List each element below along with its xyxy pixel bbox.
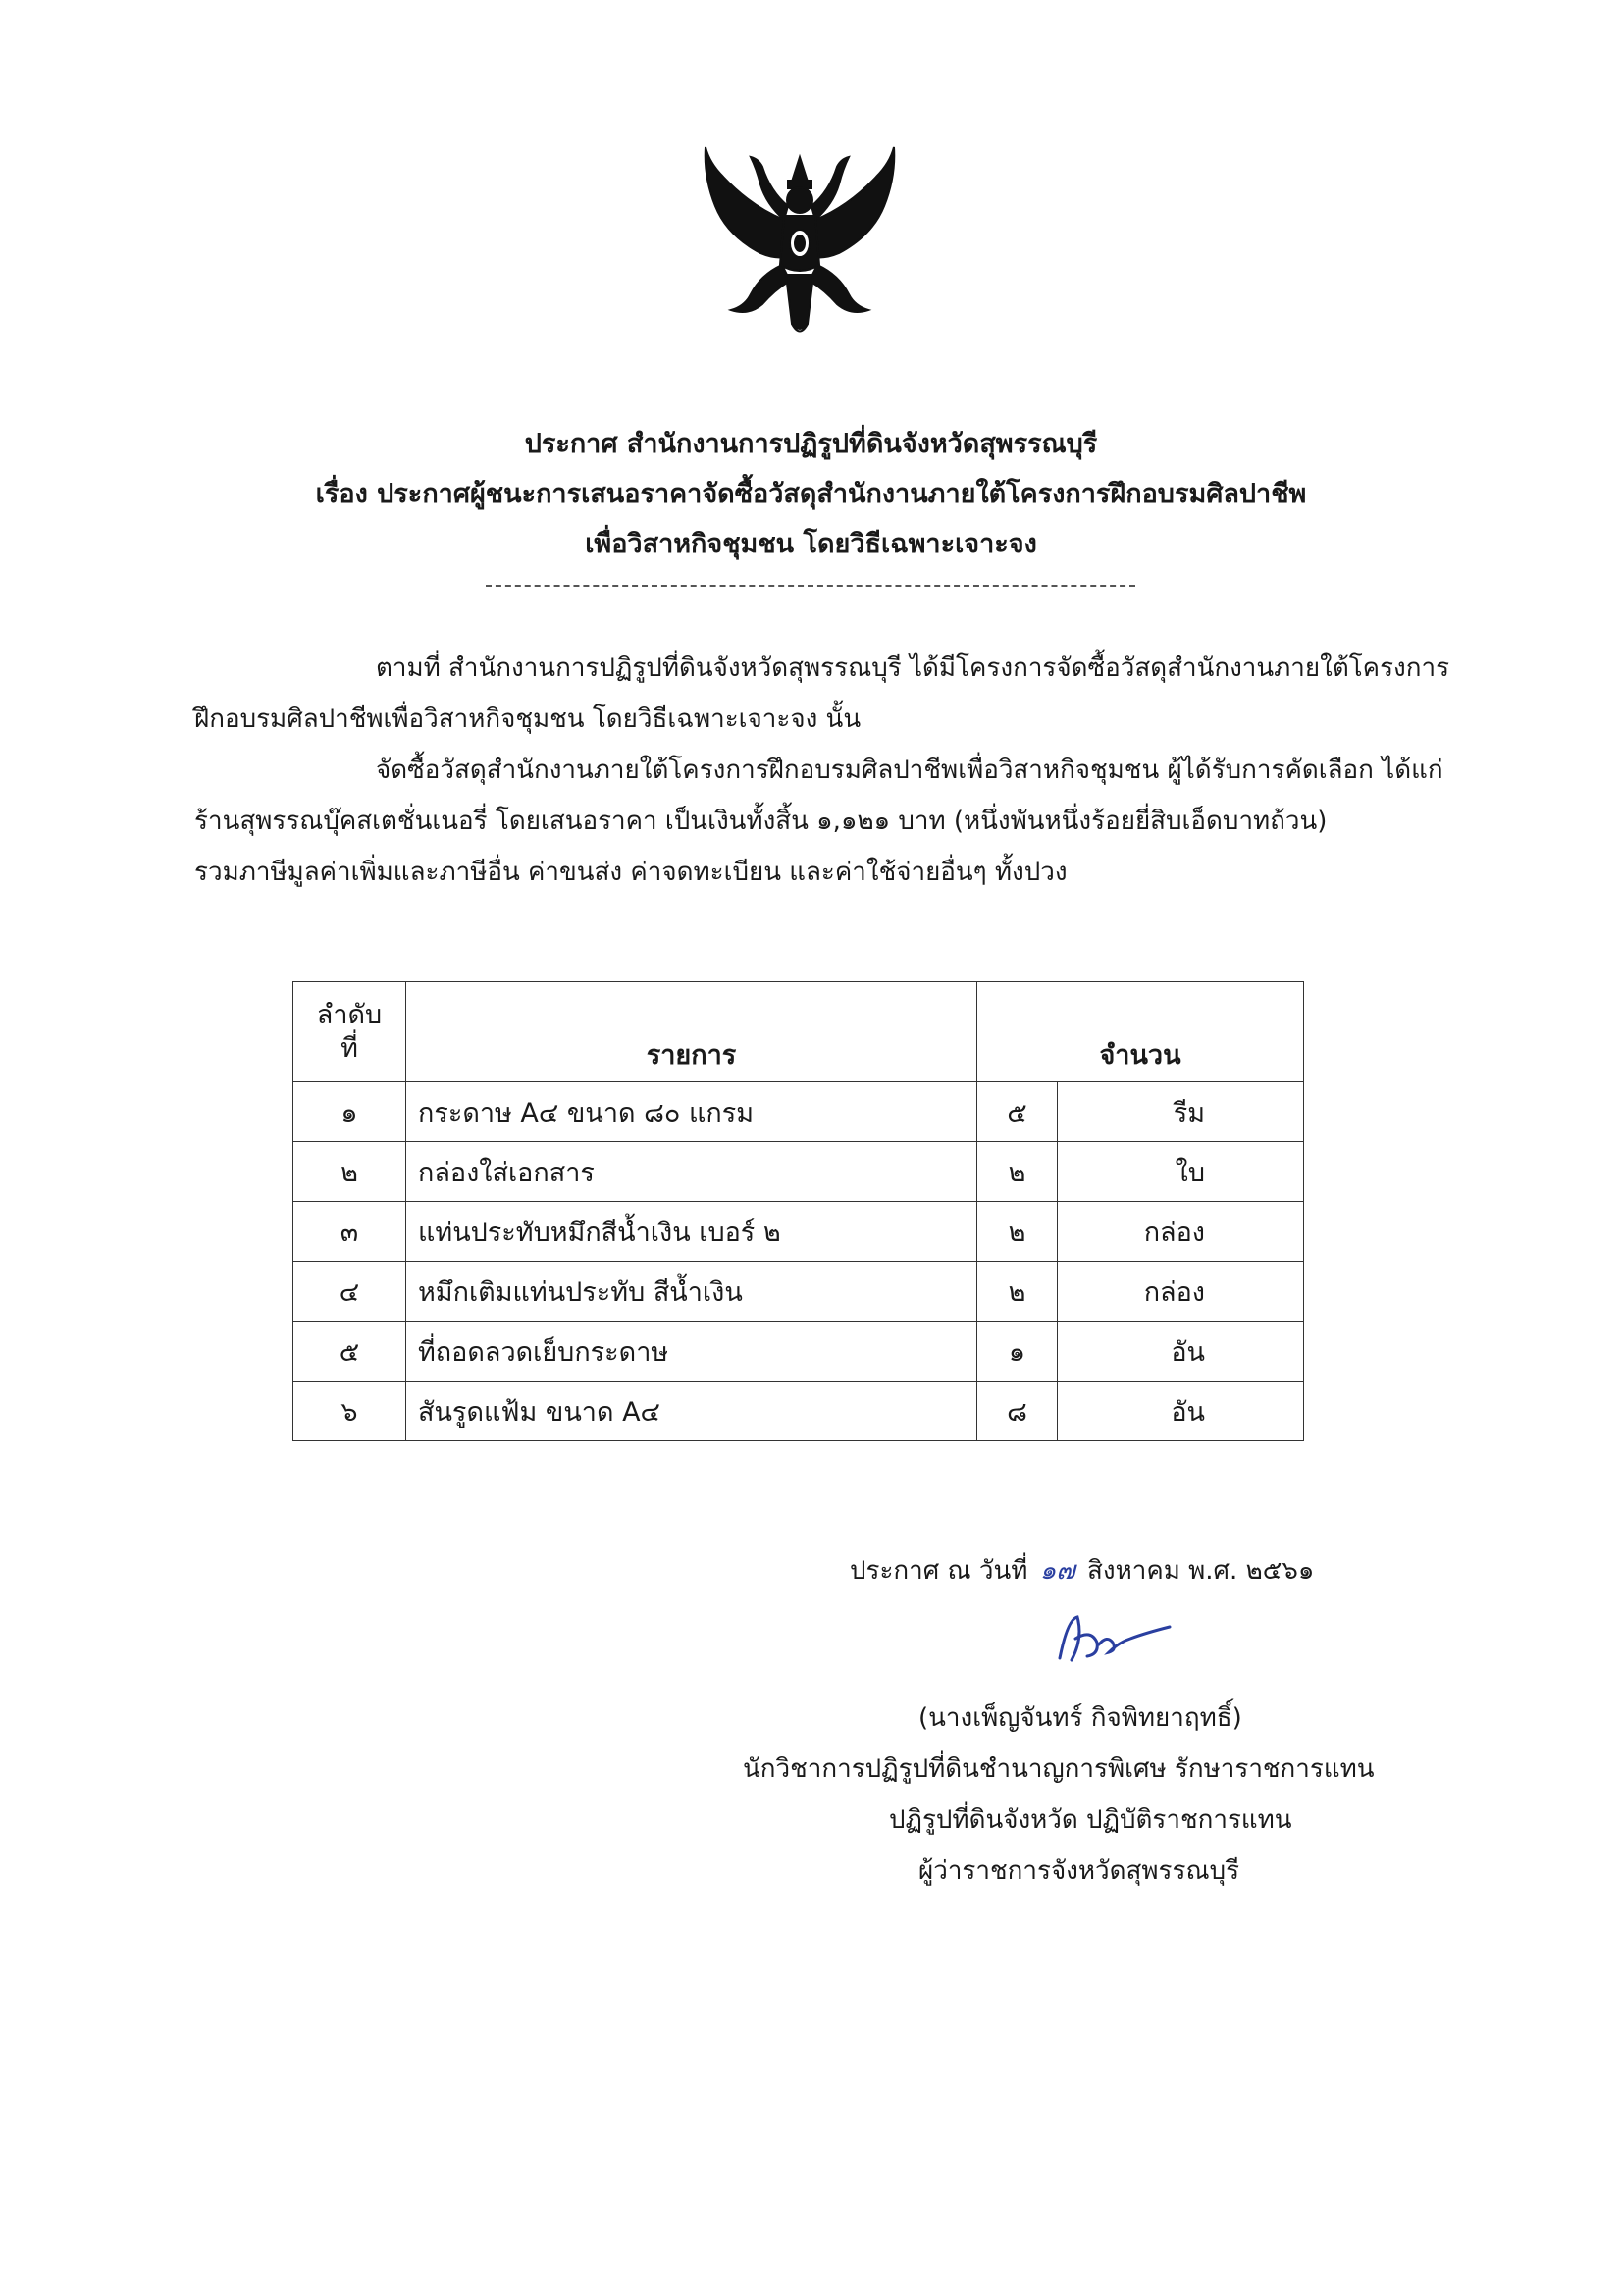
row-qty: ๑ — [977, 1322, 1058, 1382]
row-qty: ๒ — [977, 1142, 1058, 1202]
announcement-date — [850, 1550, 1314, 1591]
row-no: ๓ — [293, 1202, 406, 1262]
row-unit: อัน — [1058, 1382, 1304, 1441]
row-unit: กล่อง — [1058, 1202, 1304, 1262]
date-day: ๑๗ — [1039, 1556, 1075, 1586]
row-item: สันรูดแฟ้ม ขนาด A๔ — [406, 1382, 977, 1441]
heading-line-1: ประกาศ สำนักงานการปฏิรูปที่ดินจังหวัดสุพรรณบุรี — [524, 429, 1098, 459]
heading-line-2: เรื่อง ประกาศผู้ชนะการเสนอราคาจัดซื้อวัสดุสำนักงานภายใต้โครงการฝึกอบรมศิลปาชีพ — [315, 479, 1307, 509]
date-rest: สิงหาคม พ.ศ. ๒๕๖๑ — [1087, 1556, 1315, 1586]
signatory-position-3: ผู้ว่าราชการจังหวัดสุพรรณบุรี — [918, 1856, 1240, 1886]
table-row — [293, 1142, 1304, 1202]
row-unit: รีม — [1058, 1082, 1304, 1142]
table-row — [293, 1382, 1304, 1441]
handwritten-signature-icon — [1048, 1599, 1176, 1678]
row-no: ๔ — [293, 1262, 406, 1322]
row-qty: ๕ — [977, 1082, 1058, 1142]
paragraph-1-line-2: ฝึกอบรมศิลปาชีพเพื่อวิสาหกิจชุมชน โดยวิธีเฉพาะเจาะจง นั้น — [194, 704, 862, 734]
row-no: ๒ — [293, 1142, 406, 1202]
row-item: แท่นประทับหมึกสีน้ำเงิน เบอร์ ๒ — [406, 1202, 977, 1262]
table-row — [293, 1322, 1304, 1382]
row-item: กระดาษ A๔ ขนาด ๘๐ แกรม — [406, 1082, 977, 1142]
row-no: ๖ — [293, 1382, 406, 1441]
row-qty: ๒ — [977, 1262, 1058, 1322]
row-unit: กล่อง — [1058, 1262, 1304, 1322]
paragraph-2-line-1: จัดซื้อวัสดุสำนักงานภายใต้โครงการฝึกอบรมศิลปาชีพเพื่อวิสาหกิจชุมชน ผู้ได้รับการคัดเลือก ได้แก่ — [376, 756, 1443, 785]
header-no-line-1: ลำดับ — [316, 999, 383, 1030]
row-item: ที่ถอดลวดเย็บกระดาษ — [406, 1322, 977, 1382]
signatory-position-2: ปฏิรูปที่ดินจังหวัด ปฏิบัติราชการแทน — [889, 1805, 1292, 1835]
signatory-position-1: นักวิชาการปฏิรูปที่ดินชำนาญการพิเศษ รักษาราชการแทน — [743, 1754, 1375, 1784]
paragraph-2-line-3: รวมภาษีมูลค่าเพิ่มและภาษีอื่น ค่าขนส่ง ค่าจดทะเบียน และค่าใช้จ่ายอื่นๆ ทั้งปวง — [194, 858, 1068, 887]
header-item: รายการ — [406, 982, 977, 1082]
header-no — [293, 982, 406, 1082]
header-qty: จำนวน — [977, 982, 1304, 1082]
heading-line-3: เพื่อวิสาหกิจชุมชน โดยวิธีเฉพาะเจาะจง — [585, 529, 1037, 559]
paragraph-1-line-1: ตามที่ สำนักงานการปฏิรูปที่ดินจังหวัดสุพรรณบุรี ได้มีโครงการจัดซื้อวัสดุสำนักงานภายใต้โครงการ — [376, 653, 1450, 683]
table-row — [293, 1202, 1304, 1262]
items-table — [292, 981, 1304, 1441]
date-prefix: ประกาศ ณ วันที่ — [850, 1556, 1028, 1586]
row-no: ๑ — [293, 1082, 406, 1142]
garuda-emblem-icon — [702, 137, 898, 339]
table-header-row — [293, 982, 1304, 1082]
heading-divider — [486, 585, 1135, 587]
table-row — [293, 1082, 1304, 1142]
row-qty: ๒ — [977, 1202, 1058, 1262]
table-row — [293, 1262, 1304, 1322]
row-item: หมึกเติมแท่นประทับ สีน้ำเงิน — [406, 1262, 977, 1322]
row-qty: ๘ — [977, 1382, 1058, 1441]
paragraph-2-line-2: ร้านสุพรรณบุ๊คสเตชั่นเนอรี่ โดยเสนอราคา เป็นเงินทั้งสิ้น ๑,๑๒๑ บาท (หนึ่งพันหนึ่งร้อยยี่สิบเอ็ดบาทถ้วน) — [194, 807, 1328, 836]
row-unit: ใบ — [1058, 1142, 1304, 1202]
row-no: ๕ — [293, 1322, 406, 1382]
row-unit: อัน — [1058, 1322, 1304, 1382]
header-no-line-2: ที่ — [340, 1032, 358, 1064]
signatory-name: (นางเพ็ญจันทร์ กิจพิทยาฤทธิ์) — [918, 1703, 1242, 1733]
row-item: กล่องใส่เอกสาร — [406, 1142, 977, 1202]
